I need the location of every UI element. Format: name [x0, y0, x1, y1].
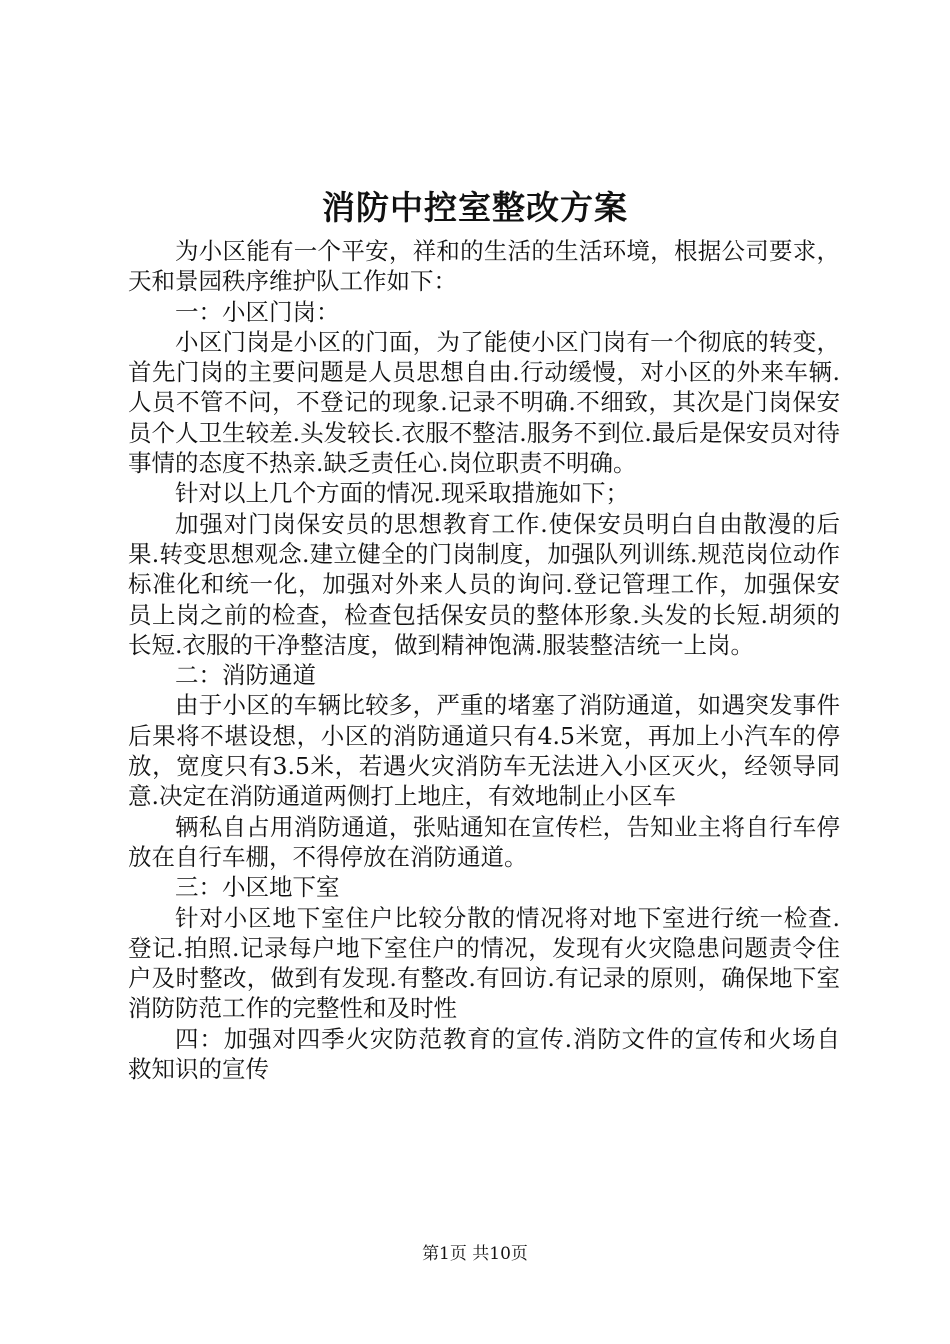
section-heading-basement: 三：小区地下室 — [175, 873, 340, 902]
paragraph-gate-problems: 小区门岗是小区的门面，为了能使小区门岗有一个彻底的转变，首先门岗的主要问题是人员思想自由.行动缓慢，对小区的外来车辆.人员不管不问，不登记的现象.记录不明确.不细致，其次是门岗保安员个人卫生较差.头发较长.衣服不整洁.服务不到位.最后是保安员对待事情的态度不热亲.缺乏责任心.岗位职责不明确。 — [128, 327, 840, 478]
paragraph-gate-measures: 加强对门岗保安员的思想教育工作.使保安员明白自由散漫的后果.转变思想观念.建立健全的门岗制度，加强队列训练.规范岗位动作标准化和统一化，加强对外来人员的询问.登记管理工作，加强保安员上岗之前的检查，检查包括保安员的整体形象.头发的长短.胡须的长短.衣服的干净整洁度，做到精神饱满.服装整洁统一上岗。 — [128, 509, 840, 659]
paragraph-measures-intro: 针对以上几个方面的情况.现采取措施如下； — [175, 479, 629, 508]
paragraph-basement: 针对小区地下室住户比较分散的情况将对地下室进行统一检查.登记.拍照.记录每户地下室住户的情况，发现有火灾隐患问题责令住户及时整改，做到有发现.有整改.有回访.有记录的原则，确保地下室消防防范工作的完整性和及时性 — [128, 903, 840, 1023]
document-title: 消防中控室整改方案 — [322, 188, 628, 227]
paragraph-fire-lane-continued: 辆私自占用消防通道，张贴通知在宣传栏，告知业主将自行车停放在自行车棚，不得停放在消防通道。 — [128, 812, 840, 871]
page-footer: 第1页 共10页 — [422, 1244, 528, 1264]
paragraph-fire-lane: 由于小区的车辆比较多，严重的堵塞了消防通道，如遇突发事件后果将不堪设想，小区的消防通道只有4.5米宽，再加上小汽车的停放，宽度只有3.5米，若遇火灾消防车无法进入小区灭火，经领导同意.决定在消防通道两侧打上地庄，有效地制止小区车 — [128, 691, 840, 811]
document-body — [128, 236, 840, 1084]
section-heading-education: 四：加强对四季火灾防范教育的宣传.消防文件的宣传和火场自救知识的宣传 — [128, 1024, 840, 1084]
paragraph-intro: 为小区能有一个平安，祥和的生活的生活环境，根据公司要求，天和景园秩序维护队工作如下： — [128, 237, 840, 296]
section-heading-gate: 一：小区门岗： — [175, 297, 340, 326]
section-heading-fire-lane: 二：消防通道 — [175, 661, 316, 690]
